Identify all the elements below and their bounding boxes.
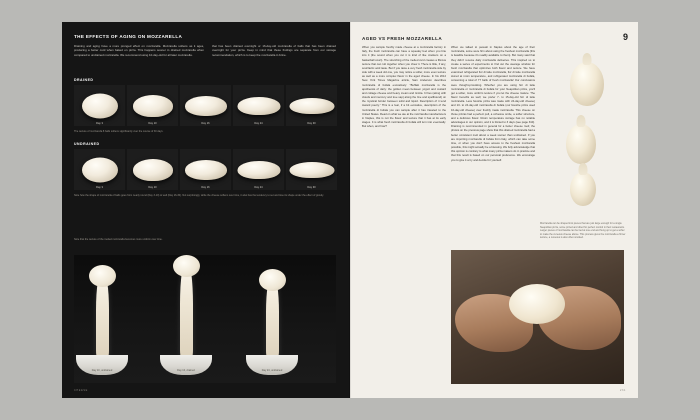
undrained-caption: Note how the shape of mozzarella of balls goes from nearly round (Day 3-10) to well (Day 16-30). Not surprisingly, while the cheese softens over time, it also has the tendency to set and lose its shape under the effect of gravity. [74,194,324,197]
drained-photo-row [74,85,337,126]
cheese-photo-cell [286,149,337,190]
bowl [246,355,298,375]
hands-stretching-curd-photo [451,250,624,384]
right-page [350,22,638,398]
body-column-1: When you sample freshly made cheese at a mozzarella factory in Italy, the fresh mozzarella can have a squeaky feel when you bite into it (the sound when you cut it is kind of like crackers on a basketball court). The stretching of the melted curd creates a fibrous texture that can rub together when you chew it. There is little, if any, sour/lactic acid taste. But if you taste a very fresh mozzarella side by side with a week old one, you may notice a softer, more even texture as well as a more complex flavor in the aged cheese. In his 2012 New York Times Magazine article, Sam Anderson describes mozzarella di bufala evocatively: "Buffalo mozzarella is the apotheosis of dairy: the golden mean between yogurt and custard and cottage cheese and heavy cream and ricotta. It fries (along with clouds and mercury and tree sap) along the line and spellbound) on the mystical border between solid and liquid. Description of it tend toward poetry." This is a fear, if a bit evocative, description of the mozzarella di bufala you can sample after it has traveled to the United States. Read on what we ate at the mozzarella manufacturers in Naples, this is not the flavor and texture that it has at its early stages. It is what fresh mozzarella di bufala will turn into eventually. But when, and how? [362,46,446,129]
mozzarella-ball-image [237,97,280,115]
day-label: Day 10 [148,122,157,125]
cheese-photo-cell [74,85,125,126]
undrained-photo-row [74,149,337,190]
hanging-cheese [570,62,604,106]
bowl-label: Day 10, drained [177,369,195,372]
mozzarella-ball-image [237,161,280,179]
cheese-photo-cell [233,85,284,126]
left-page-title: THE EFFECTS OF AGING ON MOZZARELLA [74,34,183,39]
section-label-drained: DRAINED [74,78,94,82]
day-label: Day 24 [254,122,263,125]
cheese-photo-cell [286,85,337,126]
cheese-photo-cell [127,85,178,126]
day-label: Day 3 [96,122,103,125]
hanging-mozzarella-caption: Mozzarella can be shaped into pieces that are just large enough for a single Neapolitan pizza, some prized and dried for perfect control in their restaurants. Larger pieces of mozzarella can be tied at one end and hung up to get a softer to make the cuneous cheese above. This process gives the mozzarella a firmer texture, a cuneous is also often smoked. [540,222,626,240]
cheese-strand [96,271,109,357]
bowl-label: Day 24, undrained [261,369,283,372]
cheese-strand [180,261,193,357]
cheese-photo-cell [180,85,231,126]
hanging-cheese [570,172,596,206]
day-label: Day 24 [254,186,263,189]
bowl [76,355,128,375]
left-intro-column-2: that has been drained overnight or 16-day-old mozzarella of balls that has been drained overnight for your pizza. Keep in mind that these findings are separate from our storage recommendation, which is to keep the mozzarella in brine. [212,44,336,57]
body-column-2: When we talked to pesuali in Naples about the age of their mozzarella, some were firm about using the freshest mozzarella (this is feasible because it's readily available to them). But many said that they didn't receive daily mozzarella deliveries. This inspired us to create a series of experiments to find out the average window for fresh mozzarella that optimizes both flavor and texture. We have examined refrigerated fior di latte mozzarella, fior di latte mozzarella stored at room temperature, and refrigerated mozzarella di bufala, consuming a total of 77 balls of fresh mozzarella! Our conclusions were thought-provoking. Whether you are using fior di latte mozzarella or mozzarella di bufala for your Neapolitan pizza, you'll get a softer, more uniform texture if you let the cheese mature. The flavor benefits as well; we prefer 7- to 15-day-old fior di latte mozzarella. Less favorite pizza was made with 24-day-old cheese) and 10- to 24-day-old mozzarella di bufala (our favorite pizza used 16-day-old cheese) over freshly made mozzarella. This cheese on those pizzas had a perfect pull, a cohesive smile, a softer structure, and a delicious flavor. Room temperature storage has no notable advantages in our opinion, and it is limited to 3 days (see page 310). Draining is recommended in general for a better cheese melt; the photos on the previous page show that this drained mozzarella had a better consistent melt about a week sooner than undrained. If you are importing mozzarella di bufala from Italy, which can take some time, or when you don't have access to the freshest mozzarella possible, this might actually be a blessing. We fully acknowledge that this opinion is contrary to what many pizza makers do in practice and that this result is based on our personal preference. We encourage you to give it a try and decide for yourself. [451,46,535,162]
mozzarella-ball-image [289,162,334,178]
mozzarella-ball-image [185,96,227,116]
day-label: Day 30 [307,122,316,125]
bowl [160,355,212,375]
mozzarella-ball-image [133,95,173,117]
cheese-photo-cell [180,149,231,190]
left-intro-column-1: Draining and aging have a more pronged effect on mozzarella. Mozzarella softens as it ages, producing a better curd when baked on pizza. This happens sooner in drained mozzarella when compared to undrained mozzarella. We recommend using 10-day-old for all later mozzarella. [74,44,204,57]
hanging-mozzarella-photo [540,48,626,220]
drained-caption: The texture of mozzarella 8 balls softens significantly over the course of 30 days. [74,130,164,133]
mozzarella-ball-image [289,98,334,114]
bowl-label: Day 10, undrained [91,369,113,372]
mozzarella-ball-image [82,158,118,183]
mozzarella-ball-image [82,94,118,119]
cheese-photo-cell [74,149,125,190]
day-label: Day 16 [201,122,210,125]
day-label: Day 16 [201,186,210,189]
hanging-cheese [566,124,596,164]
left-folio: CHEESE [74,389,88,392]
mozzarella-ball-image [185,160,227,180]
left-page [62,22,350,398]
right-folio: 231 [620,389,626,392]
right-page-title: AGED VS FRESH MOZZARELLA [362,36,443,41]
cheese-stretch-photo [74,255,336,383]
day-label: Day 30 [307,186,316,189]
mozzarella-curd [509,284,565,324]
day-label: Day 10 [148,186,157,189]
melted-texture-caption: Note that the texture of the melted mozzarella becomes more uniform over time. [74,238,163,241]
section-label-undrained: UNDRAINED [74,142,100,146]
cheese-photo-cell [127,149,178,190]
cheese-strand [266,275,279,357]
day-label: Day 3 [96,186,103,189]
book-spine [349,22,351,398]
cheese-photo-cell [233,149,284,190]
page-number: 9 [622,32,628,42]
mozzarella-ball-image [133,159,173,181]
